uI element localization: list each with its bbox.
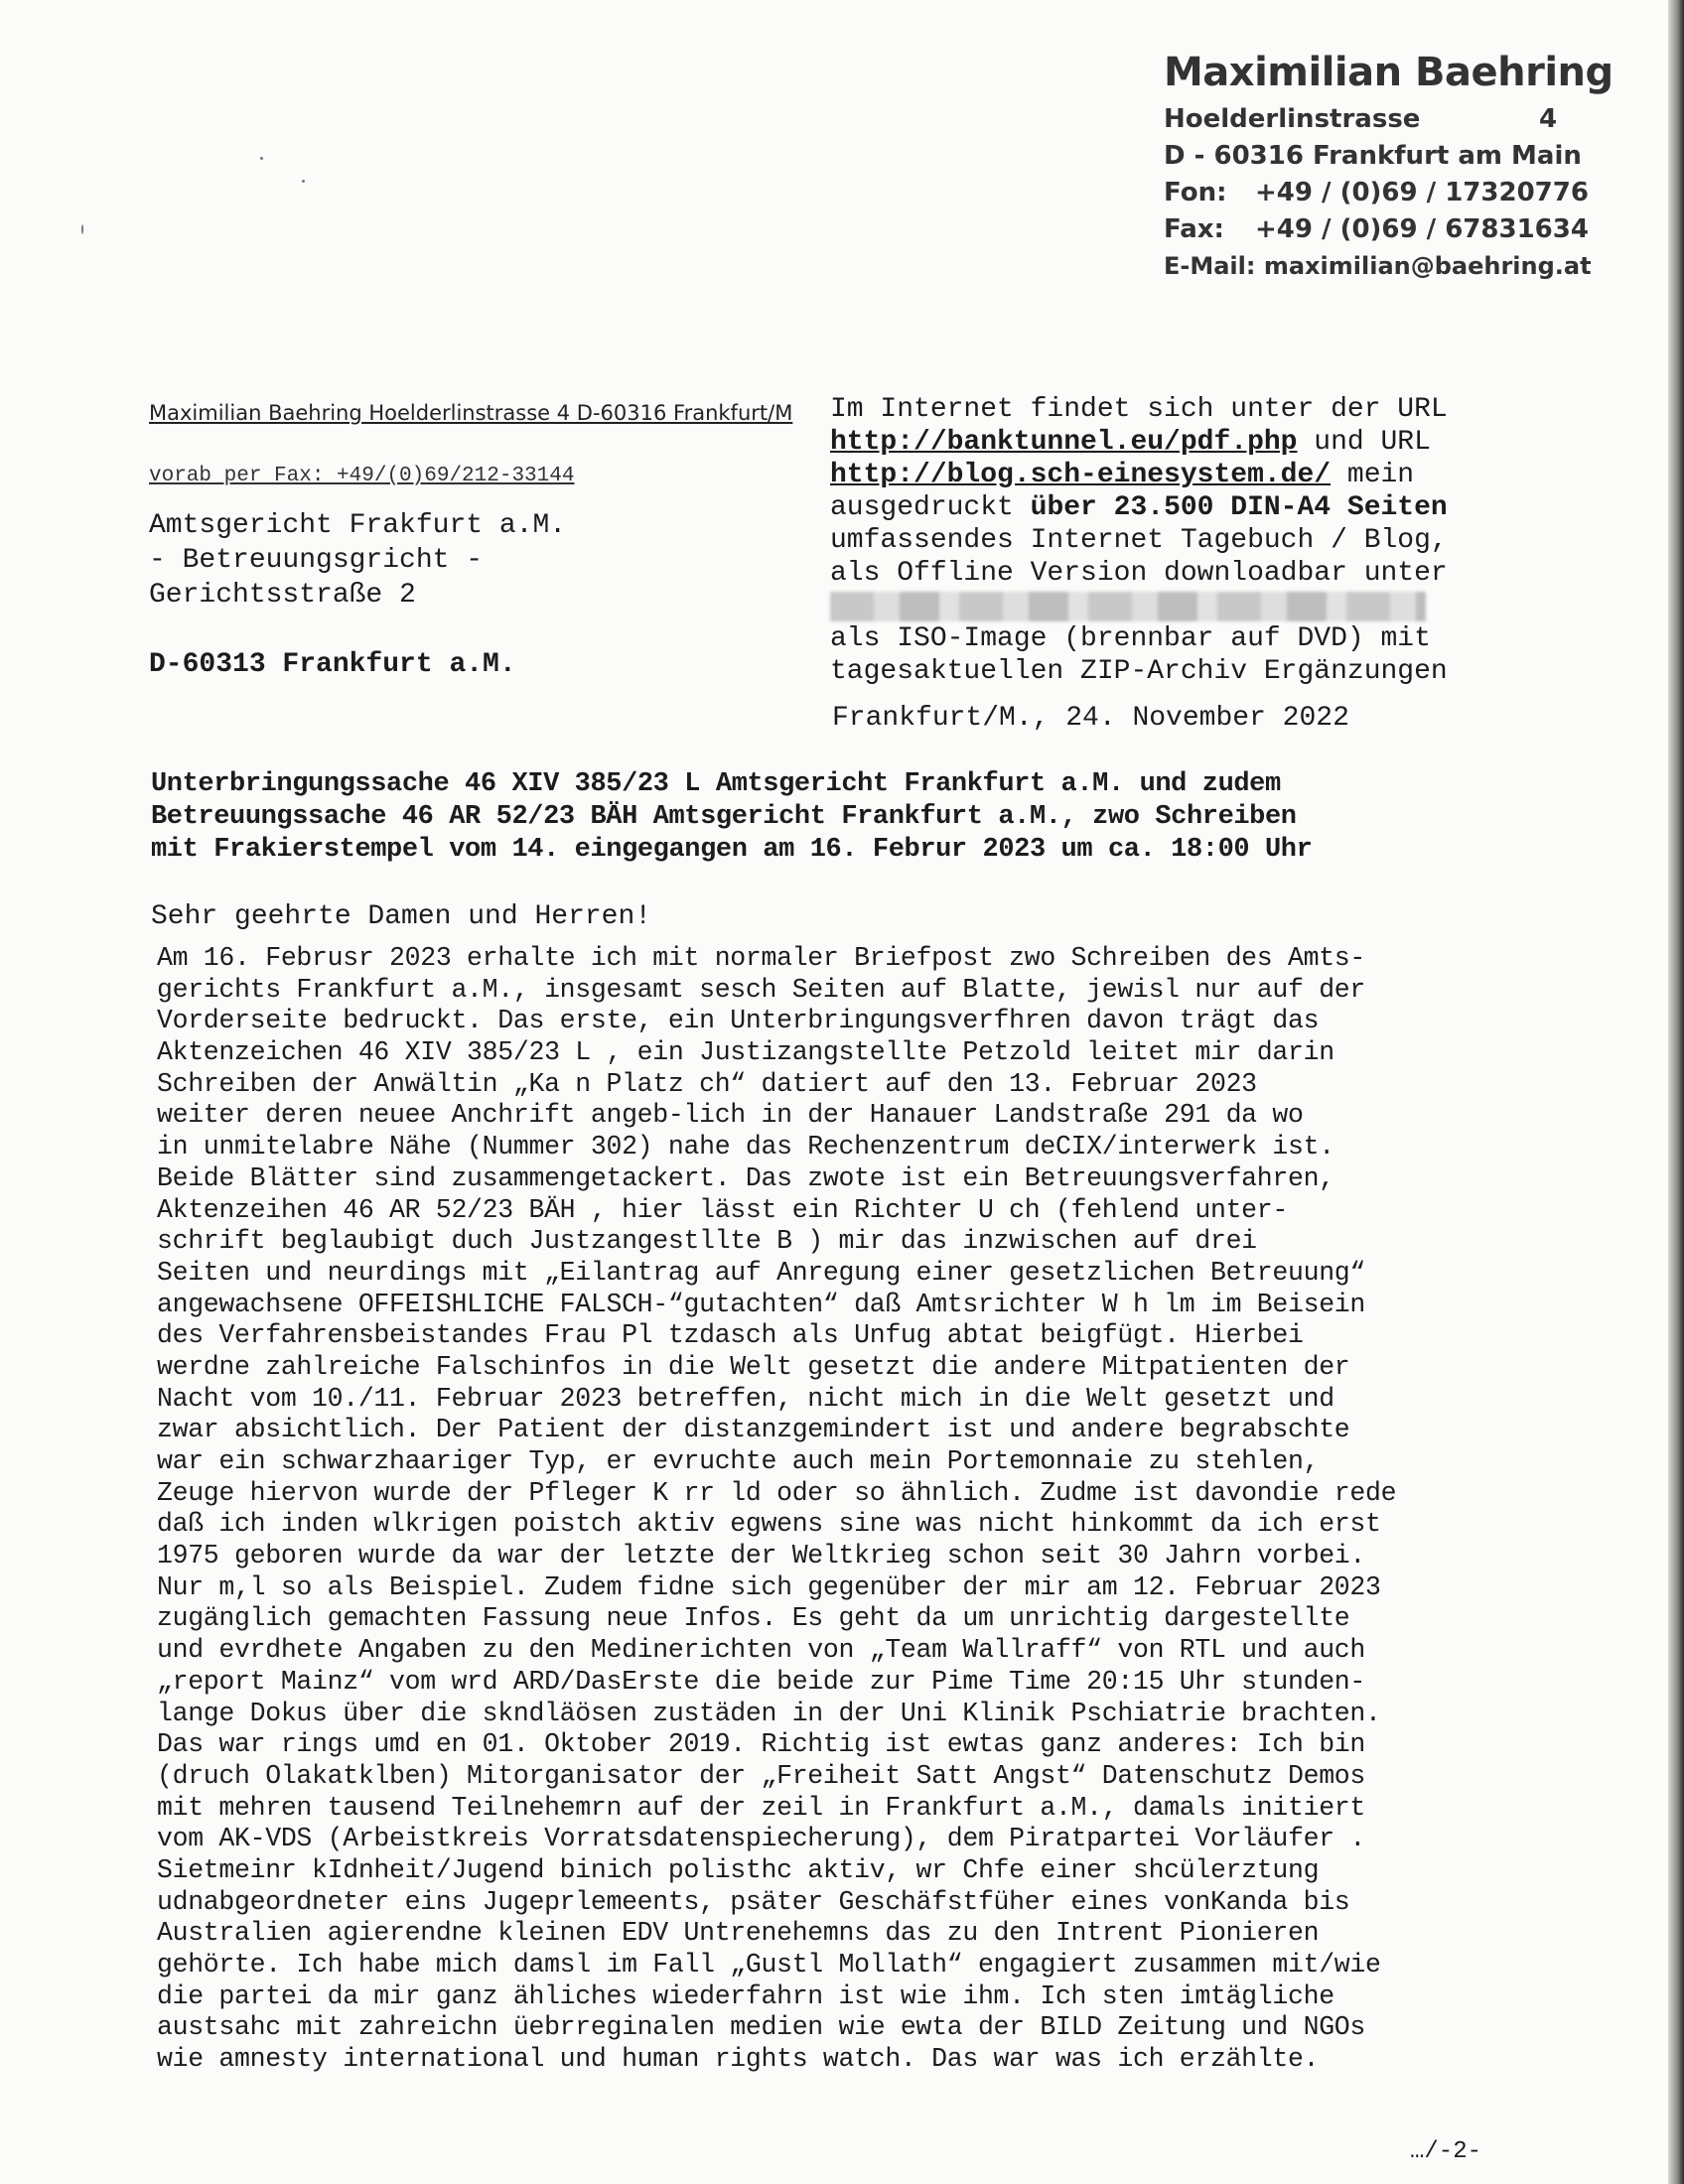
body-line: mit mehren tausend Teilnehemrn auf der zeil in Frankfurt a.M., damals initiert	[157, 1792, 1366, 1823]
body-line: des Verfahrensbeistandes Frau Pl tzdasch als Unfug abtat beigfügt. Hierbei	[157, 1320, 1304, 1351]
sender-fax	[1164, 211, 1614, 248]
fax-advance-line: vorab per Fax: +49/(0)69/212-33144	[149, 465, 575, 487]
redaction-blur	[830, 592, 1426, 621]
sender-street	[1164, 101, 1614, 138]
body-line: wie amnesty international und human rights watch. Das war was ich erzählte.	[157, 2044, 1320, 2075]
body-line: Nacht vom 10./11. Februar 2023 betreffen, nicht mich in die Welt gesetzt und	[157, 1383, 1334, 1414]
notice-line	[830, 426, 1448, 459]
body-line: „report Mainz“ vom wrd ARD/DasErste die beide zur Pime Time 20:15 Uhr stunden-	[157, 1666, 1366, 1697]
sender-street-number: 4	[1539, 104, 1558, 134]
fax-number: +49 / (0)69 / 67831634	[1255, 214, 1589, 244]
recipient-line: Amtsgericht Frakfurt a.M.	[149, 510, 567, 541]
scan-speck	[81, 224, 83, 234]
subject-text: Betreuungssache 46 AR 52/23 BÄH Amtsgericht Frankfurt a.M., zwo Schreiben	[151, 802, 1297, 832]
notice-text: ausgedruckt	[830, 492, 1031, 523]
phone-label: Fon:	[1164, 178, 1227, 207]
body-line: Aktenzeihen 46 AR 52/23 BÄH , hier lässt ein Richter U ch (fehlend unter-	[157, 1194, 1288, 1225]
scan-speck	[302, 180, 305, 183]
recipient-address	[149, 508, 566, 682]
body-line: schrift beglaubigt duch Justzangestllte B ) mir das inzwischen auf drei	[157, 1226, 1257, 1257]
scan-speck	[260, 157, 263, 160]
notice-line	[830, 459, 1448, 491]
body-line: in unmitelabre Nähe (Nummer 302) nahe das Rechenzentrum deCIX/interwerk ist.	[157, 1132, 1334, 1162]
page-continuation: …/-2-	[1410, 2138, 1482, 2165]
body-line: zwar absichtlich. Der Patient der distanzgemindert ist und andere begrabschte	[157, 1415, 1350, 1445]
notice-line: tagesaktuellen ZIP-Archiv Ergänzungen	[830, 656, 1448, 688]
body-line: Schreiben der Anwältin „Ka n Platz ch“ datiert auf den 13. Februar 2023	[157, 1068, 1257, 1099]
letter-date: Frankfurt/M., 24. November 2022	[832, 703, 1349, 734]
body-line: gerichts Frankfurt a.M., insgesamt sesch Seiten auf Blatte, jewisl nur auf der	[157, 974, 1366, 1005]
sender-city: D - 60316 Frankfurt am Main	[1164, 141, 1582, 171]
body-line: Aktenzeichen 46 XIV 385/23 L , ein Justizangstellte Petzold leitet mir darin	[157, 1037, 1334, 1068]
body-line: Zeuge hiervon wurde der Pfleger K rr ld oder so ähnlich. Zudme ist davondie rede	[157, 1477, 1397, 1508]
body-line: die partei da mir ganz ähliches wiederfahrn ist wie ihm. Ich sten imtägliche	[157, 1980, 1334, 2011]
sender-phone	[1164, 175, 1614, 211]
body-line: Seiten und neurdings mit „Eilantrag auf Anregung einer gesetzlichen Betreuung“	[157, 1257, 1366, 1288]
notice-line: als ISO-Image (brennbar auf DVD) mit	[830, 623, 1431, 655]
body-line: vom AK-VDS (Arbeistkreis Vorratsdatenspiecherung), dem Piratpartei Vorläufer .	[157, 1824, 1366, 1854]
subject-text: mit Frakierstempel vom 14. eingegangen am 16. Februr 2023 um ca. 18:00 Uhr	[151, 835, 1313, 865]
url-link[interactable]: http://banktunnel.eu/pdf.php	[830, 427, 1298, 458]
body-line: austsahc mit zahreichn üebrreginalen medien wie ewta der BILD Zeitung und NGOs	[157, 2012, 1366, 2043]
body-line: war ein schwarzhaariger Typ, er evruchte auch mein Portemonnaie zu stehlen,	[157, 1446, 1320, 1476]
phone-number: +49 / (0)69 / 17320776	[1255, 178, 1589, 207]
body-line: werdne zahlreiche Falschinfos in die Welt gesetzt die andere Mitpatienten der	[157, 1351, 1350, 1382]
notice-line: Im Internet findet sich unter der URL	[830, 394, 1448, 425]
body-line: (druch Olakatklben) Mitorganisator der „Freiheit Satt Angst“ Datenschutz Demos	[157, 1760, 1366, 1791]
body-line: zugänglich gemachten Fassung neue Infos. Es geht da um unrichtig dargestellte	[157, 1603, 1350, 1634]
sender-name: Maximilian Baehring	[1164, 50, 1614, 95]
body-line: Australien agierendne kleinen EDV Untrenehemns das zu den Intrent Pionieren	[157, 1918, 1320, 1949]
body-line: Nur m,l so als Beispiel. Zudem fidne sich gegenüber der mir am 12. Februar 2023	[157, 1571, 1381, 1602]
notice-text: mein	[1331, 460, 1415, 490]
body-line: 1975 geboren wurde da war der letzte der Weltkrieg schon seit 30 Jahrn vorbei.	[157, 1541, 1366, 1571]
body-line: gehörte. Ich habe mich damsl im Fall „Gustl Mollath“ engagiert zusammen mit/wie	[157, 1950, 1381, 1979]
body-line: Am 16. Februsr 2023 erhalte ich mit normaler Briefpost zwo Schreiben des Amts-	[157, 943, 1366, 973]
recipient-city: D-60313 Frankfurt a.M.	[149, 649, 516, 680]
scan-edge	[1668, 0, 1684, 2184]
body-line: Beide Blätter sind zusammengetackert. Das zwote ist ein Betreuungsverfahren,	[157, 1162, 1334, 1193]
sender-street-name: Hoelderlinstrasse	[1164, 104, 1421, 134]
sender-letterhead	[1164, 50, 1614, 285]
return-address: Maximilian Baehring Hoelderlinstrasse 4 D-60316 Frankfurt/M	[149, 401, 793, 425]
body-line: Vorderseite bedruckt. Das erste, ein Unterbringungsverfhren davon trägt das	[157, 1006, 1320, 1036]
subject-text: Unterbringungssache 46 XIV 385/23 L Amtsgericht Frankfurt a.M. und zudem	[151, 769, 1281, 799]
sender-email: E-Mail: maximilian@baehring.at	[1164, 252, 1592, 280]
body-line: udnabgeordneter eins Jugeprlemeents, psäter Geschäfstfüher eines vonKanda bis	[157, 1886, 1350, 1917]
url-link[interactable]: http://blog.sch-einesystem.de/	[830, 460, 1332, 490]
internet-notice	[830, 393, 1448, 688]
notice-line: umfassendes Internet Tagebuch / Blog,	[830, 525, 1448, 556]
recipient-line: - Betreuungsgricht -	[149, 545, 484, 576]
notice-text: und URL	[1297, 427, 1431, 458]
body-line: und evrdhete Angaben zu den Medinerichten von „Team Wallraff“ von RTL und auch	[157, 1635, 1366, 1666]
notice-line: als Offline Version downloadbar unter	[830, 558, 1448, 589]
body-line: weiter deren neuee Anchrift angeb-lich in der Hanauer Landstraße 291 da wo	[157, 1100, 1304, 1131]
body-line: daß ich inden wlkrigen poistch aktiv egwens sine was nicht hinkommt da ich erst	[157, 1509, 1381, 1540]
body-line: Sietmeinr kIdnheit/Jugend binich polisthc aktiv, wr Chfe einer shcülerztung	[157, 1854, 1320, 1885]
body-line: Das war rings umd en 01. Oktober 2019. Richtig ist ewtas ganz anderes: Ich bin	[157, 1729, 1366, 1760]
recipient-line: Gerichtsstraße 2	[149, 580, 416, 611]
body-line: angewachsene OFFEISHLICHE FALSCH-“gutachten“ daß Amtsrichter W h lm im Beisein	[157, 1289, 1366, 1319]
subject-line	[151, 768, 1312, 867]
fax-label: Fax:	[1164, 214, 1224, 244]
body-line: lange Dokus über die skndläösen zustäden in der Uni Klinik Pschiatrie brachten.	[157, 1698, 1381, 1728]
salutation: Sehr geehrte Damen und Herren!	[151, 901, 652, 932]
notice-line	[830, 491, 1448, 524]
redacted-url	[830, 590, 1448, 622]
notice-emphasis: über 23.500 DIN-A4 Seiten	[1030, 492, 1448, 523]
letter-body	[157, 943, 1487, 2076]
